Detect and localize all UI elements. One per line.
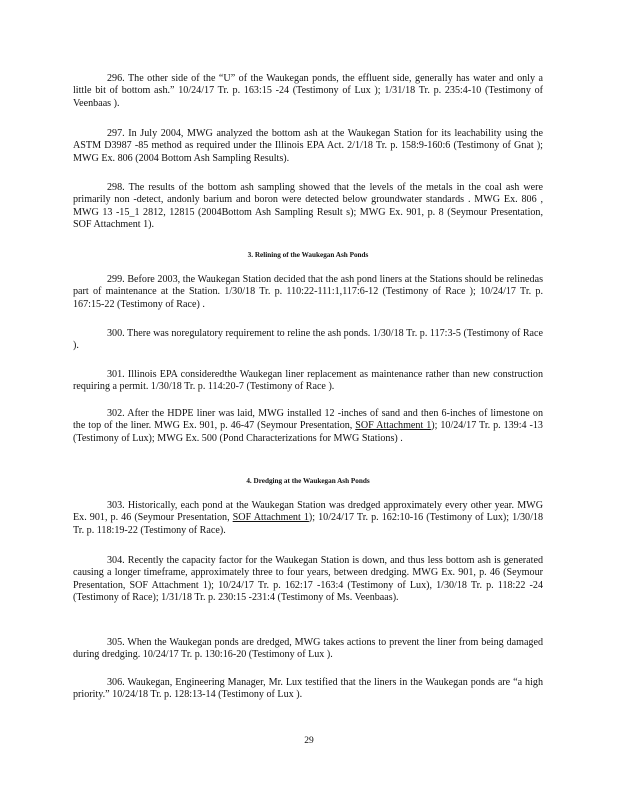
paragraph-303-text-a: 303. Historically, each pond at the Waukegan Station was dredged approximately every other year. MWG Ex. 901, p. 46 (Seymour Presentation,	[73, 500, 543, 524]
paragraph-302-text-a: 302. After the HDPE liner was laid, MWG installed 12 -inches of sand and then 6-inches of limestone on the top of the liner. MWG Ex. 901, p. 46-47 (Seymour Presentation,	[73, 408, 543, 432]
paragraph-298: 298. The results of the bottom ash sampling showed that the levels of the metals in the coal ash were primarily non -detect, andonly barium and boron were detected below groundwater standards . MWG Ex. 806 , MWG 13 -15_1 2812, 12815 (2004Bottom Ash Sampling Result s); MWG Ex. 901, p. 8 (Seymour Presentation, SOF Attachment 1).	[73, 182, 543, 231]
paragraph-301: 301. Illinois EPA consideredthe Waukegan liner replacement as maintenance rather than new construction requiring a permit. 1/30/18 Tr. p. 114:20-7 (Testimony of Race ).	[73, 369, 543, 393]
section-heading-dredging: 4. Dredging at the Waukegan Ash Ponds	[246, 477, 370, 485]
paragraph-303	[73, 500, 543, 537]
page-number: 29	[304, 736, 314, 746]
sof-attachment-reference: SOF Attachment 1	[232, 512, 309, 524]
paragraph-299: 299. Before 2003, the Waukegan Station decided that the ash pond liners at the Stations should be relinedas part of maintenance at the Station. 1/30/18 Tr. p. 110:22-111:1,117:6-12 (Testimony of Race ); 10/24/17 Tr. p. 167:15-22 (Testimony of Race) .	[73, 274, 543, 310]
paragraph-304: 304. Recently the capacity factor for the Waukegan Station is down, and thus less bottom ash is generated causing a longer timeframe, approximately three to four years, between dredging. MWG Ex. 901, p. 46 (Seymour Presentation, SOF Attachment 1); 10/24/17 Tr. p. 162:17 -163:4 (Testimony of Lux), 1/30/18 Tr. p. 118:22 -24 (Testimony of Race); 1/31/18 Tr. p. 230:15 -231:4 (Testimony of Ms. Veenbaas).	[73, 555, 543, 604]
paragraph-305: 305. When the Waukegan ponds are dredged, MWG takes actions to prevent the liner from being damaged during dredging. 10/24/17 Tr. p. 130:16-20 (Testimony of Lux ).	[73, 637, 543, 661]
sof-attachment-reference: SOF Attachment 1	[355, 420, 432, 432]
paragraph-297: 297. In July 2004, MWG analyzed the bottom ash at the Waukegan Station for its leachability using the ASTM D3987 -85 method as required under the Illinois EPA Act. 2/1/18 Tr. p. 158:9-160:6 (Testimony of Gnat ); MWG Ex. 806 (2004 Bottom Ash Sampling Results).	[73, 128, 543, 164]
paragraph-306: 306. Waukegan, Engineering Manager, Mr. Lux testified that the liners in the Waukegan ponds are “a high priority.” 10/24/18 Tr. p. 128:13-14 (Testimony of Lux ).	[73, 677, 543, 701]
section-heading-relining: 3. Relining of the Waukegan Ash Ponds	[247, 251, 369, 259]
paragraph-302	[73, 408, 543, 445]
paragraph-300: 300. There was noregulatory requirement to reline the ash ponds. 1/30/18 Tr. p. 117:3-5 (Testimony of Race ).	[73, 328, 543, 352]
paragraph-302-text-b: ); 10/24/17 Tr. p. 139:4 -13 (Testimony of Lux); MWG Ex. 500 (Pond Characterizations for MWG Stations) .	[73, 420, 543, 444]
paragraph-296: 296. The other side of the “U” of the Waukegan ponds, the effluent side, generally has water and only a little bit of bottom ash.” 10/24/17 Tr. p. 163:15 -24 (Testimony of Lux ); 1/31/18 Tr. p. 235:4-10 (Testimony of Veenbaas ).	[73, 73, 543, 109]
paragraph-303-text-b: ); 10/24/17 Tr. p. 162:10-16 (Testimony of Lux); 1/30/18 Tr. p. 118:19-22 (Testimony of Race).	[73, 512, 543, 536]
